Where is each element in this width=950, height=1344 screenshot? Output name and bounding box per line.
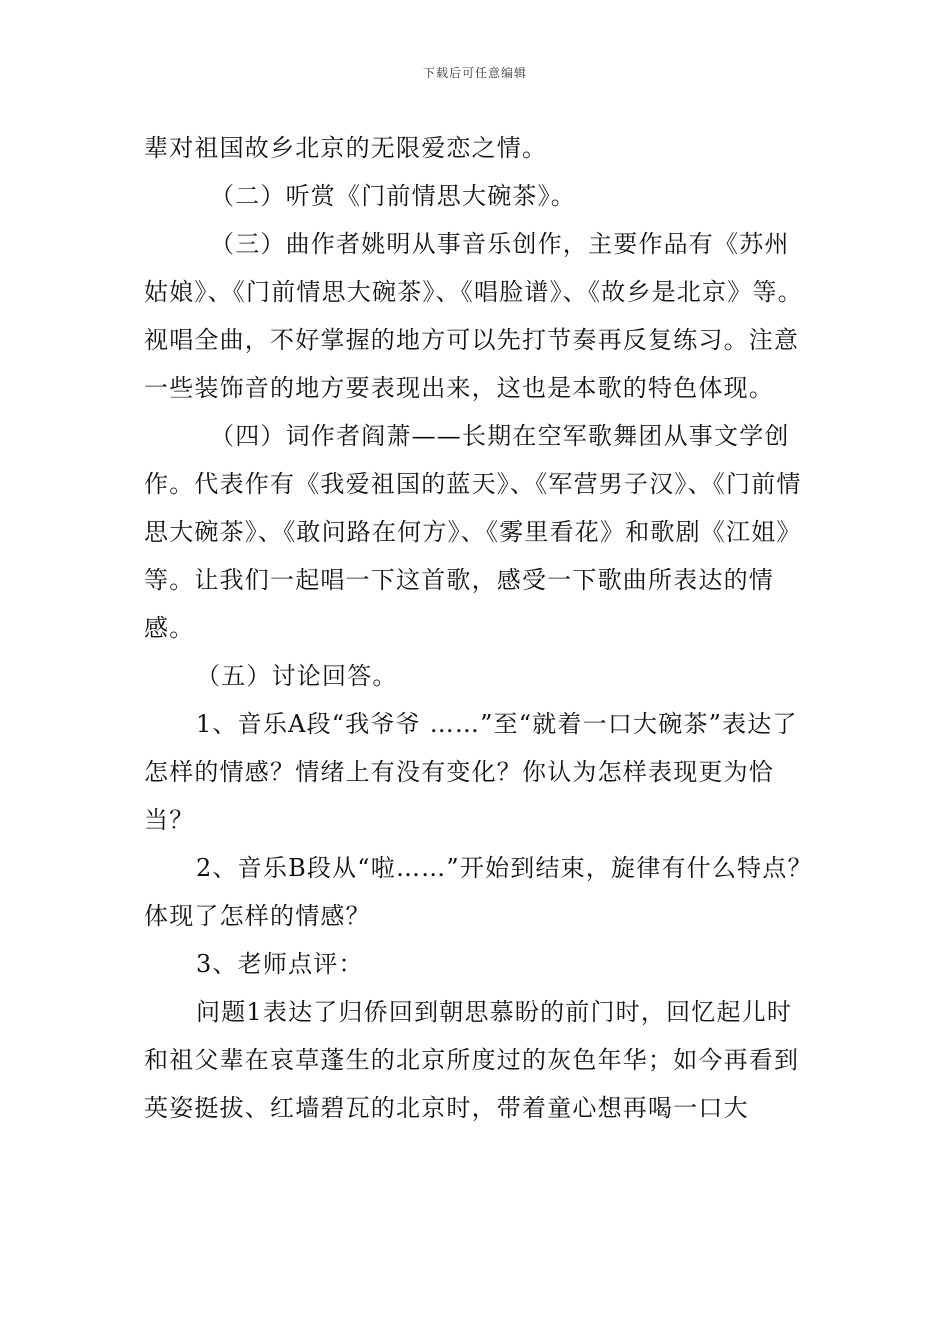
paragraph-teacher-comment: 3、老师点评：	[196, 950, 364, 978]
page-header: 下载后可任意编辑	[422, 66, 527, 80]
paragraph-section-3: （三）曲作者姚明从事音乐创作，主要作品有《苏州姑娘》、《门前情思大碗茶》、《唱脸谱》、《故乡是北京》等。视唱全曲，不好掌握的地方可以先打节奏再反复练习。注意一些装饰音的地方要表现出来，这也是本歌的特色体现。	[144, 230, 803, 402]
paragraph-section-2: （二）听赏《门前情思大碗茶》。	[210, 182, 576, 210]
paragraph-answer-1: 问题1表达了归侨回到朝思慕盼的前门时，回忆起儿时和祖父辈在哀草蓬生的北京所度过的灰色年华；如今再看到英姿挺拔、红墙碧瓦的北京时，带着童心想再喝一口大	[144, 998, 800, 1122]
paragraph-continuation: 辈对祖国故乡北京的无限爱恋之情。	[144, 134, 548, 162]
paragraph-question-1: 1、音乐A段“我爷爷 ……”至“就着一口大碗茶”表达了怎样的情感？情绪上有没有变化？你认为怎样表现更为恰当？	[144, 710, 798, 834]
paragraph-question-2: 2、音乐B段从“啦……”开始到结束，旋律有什么特点？体现了怎样的情感？	[144, 854, 813, 930]
paragraph-section-4: （四）词作者阎萧——长期在空军歌舞团从事文学创作。代表作有《我爱祖国的蓝天》、《军营男子汉》、《门前情思大碗茶》、《敢问路在何方》、《雾里看花》和歌剧《江姐》等。让我们一起唱一下这首歌，感受一下歌曲所表达的情感。	[144, 422, 802, 642]
body-text	[144, 124, 814, 1132]
paragraph-section-5: （五）讨论回答。	[196, 662, 398, 690]
